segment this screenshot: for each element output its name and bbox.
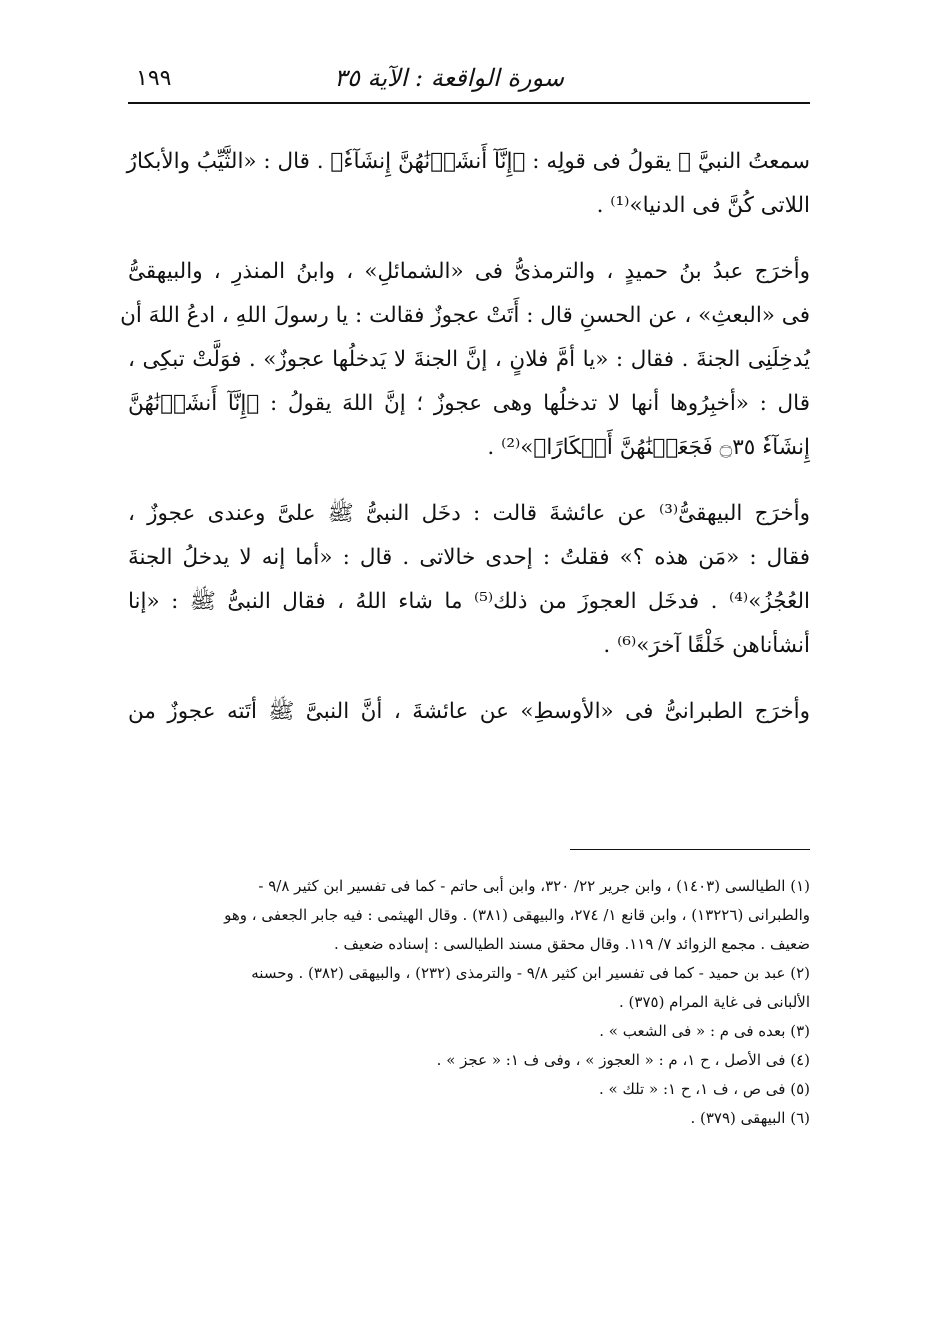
footnote-line: الألبانى فى غاية المرام (٣٧٥) .	[619, 993, 810, 1011]
text-line: اللاتى كُنَّ فى الدنيا»⁽¹⁾ .	[596, 193, 810, 218]
text-line: وأخرَج الطبرانىُّ فى «الأوسطِ» عن عائشةَ ، أنَّ النبىَّ ﷺ أتَته عجوزٌ من	[128, 699, 810, 724]
text-line: أنشأناهن خَلْقًا آخرَ»⁽⁶⁾ .	[603, 633, 810, 658]
paragraph-3	[128, 492, 810, 668]
text-line: سمعتُ النبيَّ ﷺ يقولُ فى قولِه : ﴿إِنَّآ أَنشَأۡنَٰهُنَّ إِنشَآءٗ﴾ . قال : «الثَّيِّبُ والأبكارُ	[126, 149, 810, 174]
footnote-line: (٤) فى الأصل ، ح ١، م : « العجوز » ، وفى ف ١: « عجز » .	[436, 1051, 810, 1069]
text-line: إِنشَآءٗ ۝٣٥ فَجَعَلۡنَٰهُنَّ أَبۡكَارًا﴾»⁽²⁾ .	[487, 435, 810, 460]
text-line: يُدخِلَنِى الجنةَ . فقال : «يا أمَّ فلانٍ ، إنَّ الجنةَ لا يَدخلُها عجوزٌ» . فوَلَّتْ تبكِى ،	[128, 347, 810, 372]
text-line: فى «البعثِ» ، عن الحسنِ قال : أَتَتْ عجوزٌ فقالت : يا رسولَ اللهِ ، ادعُ اللهَ أن	[120, 303, 810, 328]
text-line: العُجُزُ»⁽⁴⁾ . فدخَل العجوزَ من ذلك⁽⁵⁾ ما شاء اللهُ ، فقال النبىُّ ﷺ : «إنا	[128, 589, 810, 614]
paragraph-1	[128, 140, 810, 228]
text-line: فقال : «مَن هذه ؟» فقلتُ : إحدى خالاتى . قال : «أما إنه لا يدخلُ الجنةَ	[128, 545, 810, 570]
footnote-line: ضعيف . مجمع الزوائد ٧/ ١١٩. وقال محقق مسند الطيالسى : إسناده ضعيف .	[333, 935, 810, 953]
footnote-line: (٥) فى ص ، ف ١، ح ١: « تلك » .	[598, 1080, 810, 1098]
text-line: وأخرَج البيهقىُّ⁽³⁾ عن عائشةَ قالت : دخَل النبىُّ ﷺ علىَّ وعندى عجوزٌ ،	[128, 501, 811, 526]
footnote-line: والطبرانى (١٣٢٢٦) ، وابن قانع ١/ ٢٧٤، والبيهقى (٣٨١) . وقال الهيثمى : فيه جابر الجعفى ، وهو	[224, 906, 810, 924]
footnote-line: (١) الطيالسى (١٤٠٣) ، وابن جرير ٢٢/ ٣٢٠، وابن أبى حاتم - كما فى تفسير ابن كثير ٩/٨ -	[258, 877, 810, 895]
footnotes	[128, 872, 810, 1133]
page-number: ١٩٩	[136, 66, 172, 91]
text-line: قال : «أخبِرُوها أنها لا تدخلُها وهى عجوزٌ ؛ إنَّ اللهَ يقولُ : ﴿إِنَّآ أَنشَأۡنَٰهُنَّ	[128, 391, 810, 416]
footnote-separator	[570, 849, 810, 850]
text-line: وأخرَج عبدُ بنُ حميدٍ ، والترمذىُّ فى «الشمائلِ» ، وابنُ المنذرِ ، والبيهقىُّ	[128, 259, 810, 284]
main-text	[120, 140, 811, 756]
paragraph-4	[128, 690, 810, 734]
header-rule	[128, 102, 810, 104]
footnote-line: (٣) بعده فى م : « فى الشعب » .	[599, 1022, 810, 1040]
footnote-line: (٢) عبد بن حميد - كما فى تفسير ابن كثير ٩/٨ - والترمذى (٢٣٢) ، والبيهقى (٣٨٢) . وحسنه	[251, 964, 810, 982]
page-header	[128, 62, 810, 106]
footnote-line: (٦) البيهقى (٣٧٩) .	[690, 1109, 810, 1127]
paragraph-2	[120, 250, 810, 470]
running-title: سورة الواقعة : الآية ٣٥	[334, 64, 564, 92]
